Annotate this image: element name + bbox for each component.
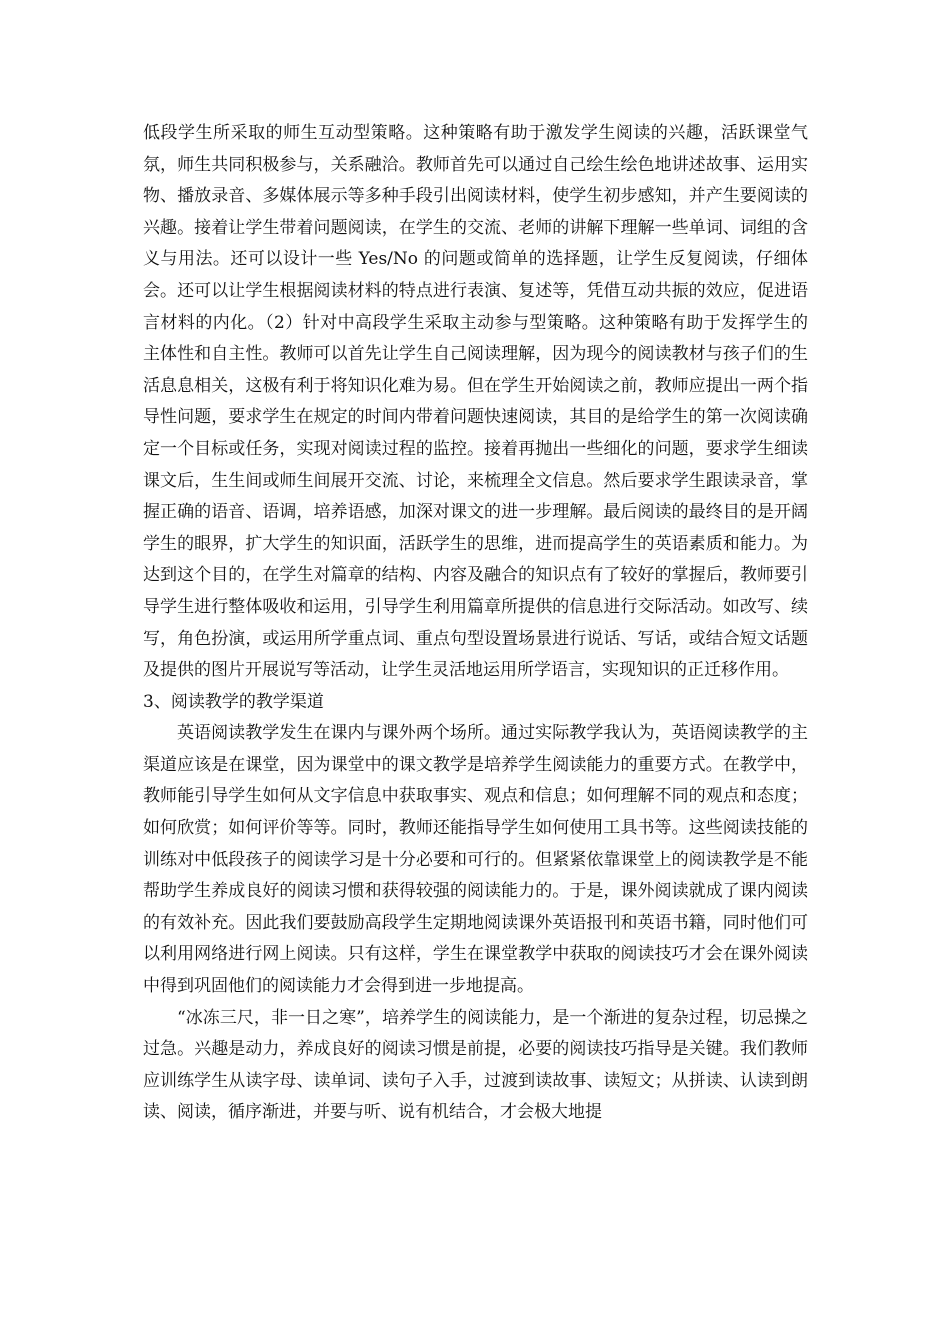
paragraph-continuation: 低段学生所采取的师生互动型策略。这种策略有助于激发学生阅读的兴趣，活跃课堂气氛，师生共同积极参与，关系融洽。教师首先可以通过自己绘生绘色地讲述故事、运用实物、播放录音、多媒体展示等多种手段引出阅读材料，使学生初步感知，并产生要阅读的兴趣。接着让学生带着问题阅读，在学生的交流、老师的讲解下理解一些单词、词组的含义与用法。还可以设计一些 Yes/No 的问题或简单的选择题，让学生反复阅读，仔细体会。还可以让学生根据阅读材料的特点进行表演、复述等，凭借互动共振的效应，促进语言材料的内化。（2）针对中高段学生采取主动参与型策略。这种策略有助于发挥学生的主体性和自主性。教师可以首先让学生自己阅读理解，因为现今的阅读教材与孩子们的生活息息相关，这极有利于将知识化难为易。但在学生开始阅读之前，教师应提出一两个指导性问题，要求学生在规定的时间内带着问题快速阅读，其目的是给学生的第一次阅读确定一个目标或任务，实现对阅读过程的监控。接着再抛出一些细化的问题，要求学生细读课文后，生生间或师生间展开交流、讨论，来梳理全文信息。然后要求学生跟读录音，掌握正确的语音、语调，培养语感，加深对课文的进一步理解。最后阅读的最终目的是开阔学生的眼界，扩大学生的知识面，活跃学生的思维，进而提高学生的英语素质和能力。为达到这个目的，在学生对篇章的结构、内容及融合的知识点有了较好的掌握后，教师要引导学生进行整体吸收和运用，引导学生利用篇章所提供的信息进行交际活动。如改写、续写，角色扮演，或运用所学重点词、重点句型设置场景进行说话、写话，或结合短文话题及提供的图片开展说写等活动，让学生灵活地运用所学语言，实现知识的正迁移作用。 (143, 123, 808, 681)
section-heading: 3、阅读教学的教学渠道 (143, 691, 324, 712)
paragraph-conclusion: “冰冻三尺，非一日之寒”，培养学生的阅读能力，是一个渐进的复杂过程，切忌操之过急。兴趣是动力，养成良好的阅读习惯是前提，必要的阅读技巧指导是关键。我们教师应训练学生从读字母、读单词、读句子入手，过渡到读故事、读短文；从拼读、认读到朗读、阅读，循序渐进，并要与听、说有机结合，才会极大地提 (143, 1007, 808, 1123)
document-body (143, 118, 808, 1129)
paragraph-reading-channels: 英语阅读教学发生在课内与课外两个场所。通过实际教学我认为，英语阅读教学的主渠道应该是在课堂，因为课堂中的课文教学是培养学生阅读能力的重要方式。在教学中，教师能引导学生如何从文字信息中获取事实、观点和信息；如何理解不同的观点和态度；如何欣赏；如何评价等等。同时，教师还能指导学生如何使用工具书等。这些阅读技能的训练对中低段孩子的阅读学习是十分必要和可行的。但紧紧依靠课堂上的阅读教学是不能帮助学生养成良好的阅读习惯和获得较强的阅读能力的。于是，课外阅读就成了课内阅读的有效补充。因此我们要鼓励高段学生定期地阅读课外英语报刊和英语书籍，同时他们可以利用网络进行网上阅读。只有这样，学生在课堂教学中获取的阅读技巧才会在课外阅读中得到巩固他们的阅读能力才会得到进一步地提高。 (143, 723, 808, 997)
